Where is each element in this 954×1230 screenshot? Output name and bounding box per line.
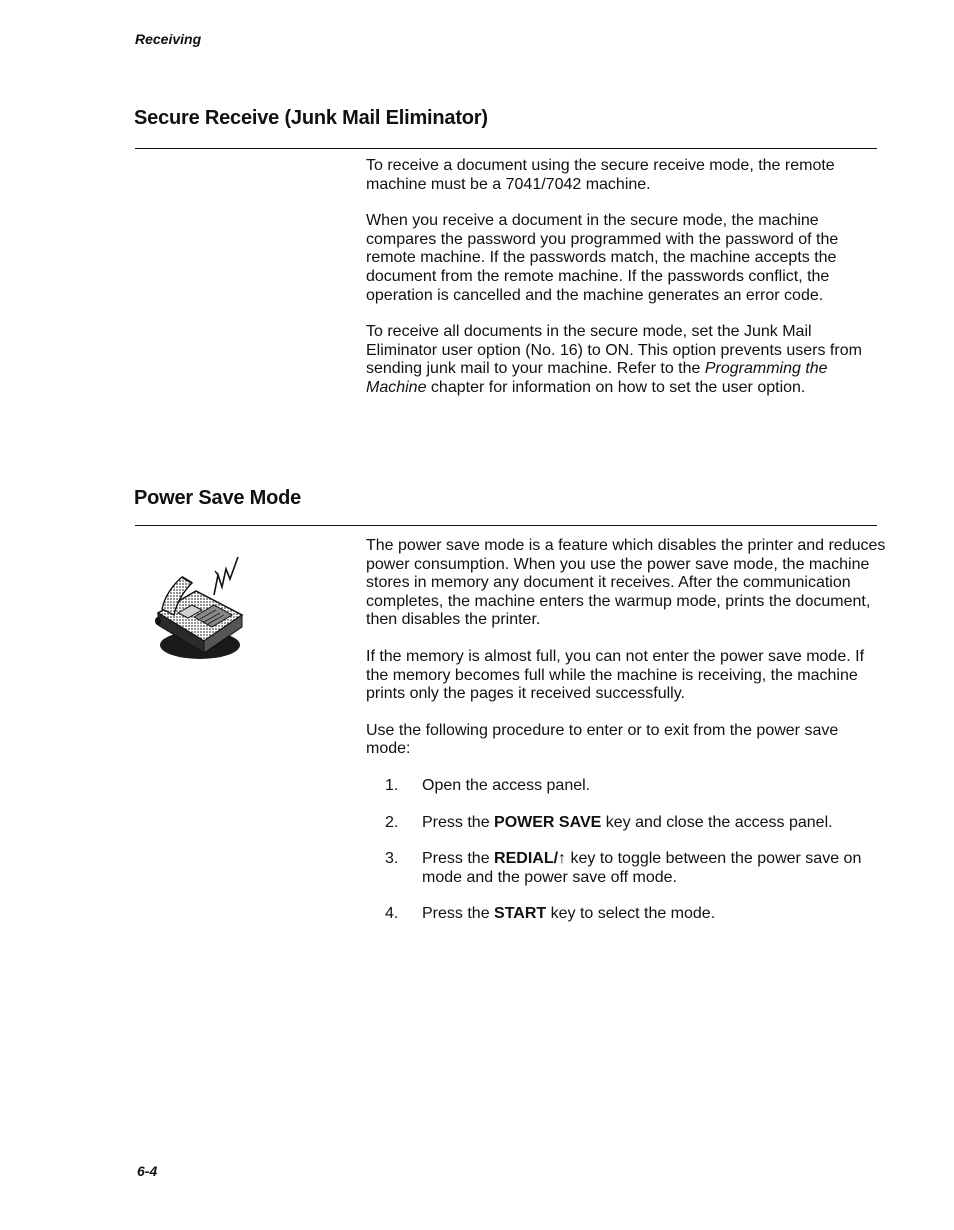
step-number: 4. (385, 905, 399, 923)
secure-receive-body (366, 157, 886, 416)
key-name: REDIAL/↑ (494, 850, 567, 868)
paragraph (366, 323, 886, 397)
paragraph-text: chapter for information on how to set the user option. (426, 378, 806, 396)
step-text: key and close the access panel. (601, 813, 833, 831)
step-text: Press the (422, 850, 495, 868)
section-rule (135, 525, 877, 526)
running-head: Receiving (135, 31, 202, 47)
section-heading-power-save: Power Save Mode (134, 487, 302, 509)
paragraph: When you receive a document in the secure mode, the machine compares the password you programmed with the password of the remote machine. If the passwords match, the machine accepts the document from the remote machine. If the passwords conflict, the operation is cancelled and the machine generates an error code. (366, 212, 839, 304)
chapter-reference: Programming the Machine (366, 360, 828, 396)
step-number: 1. (385, 776, 399, 794)
step-text: key to select the mode. (546, 905, 716, 923)
section-heading-secure-receive: Secure Receive (Junk Mail Eliminator) (134, 107, 488, 129)
page-number: 6-4 (137, 1163, 158, 1179)
procedure-step (366, 777, 886, 796)
step-text: Open the access panel. (422, 776, 591, 794)
step-number: 2. (385, 813, 399, 831)
procedure-step (366, 814, 886, 833)
paragraph: To receive a document using the secure receive mode, the remote machine must be a 7041/7042 machine. (366, 157, 835, 193)
procedure-steps (366, 777, 886, 924)
paragraph: The power save mode is a feature which disables the printer and reduces power consumption. When you use the power save mode, the machine stores in memory any document it receives. After the communication completes, the machine enters the warmup mode, prints the document, then disables the printer. (366, 537, 886, 629)
key-name: START (494, 905, 547, 923)
paragraph-text: To receive all documents in the secure mode, set the Junk Mail Eliminator user option (No. 16) to ON. This option prevents users from sending junk mail to your machine. Refer to the (366, 323, 862, 378)
step-text: Press the (422, 905, 495, 923)
procedure-step (366, 850, 886, 887)
paragraph: If the memory is almost full, you can not enter the power save mode. If the memory becomes full while the machine is receiving, the machine prints only the pages it received successfully. (366, 647, 865, 703)
step-text: key to toggle between the power save on mode and the power save off mode. (422, 850, 862, 886)
paragraph: Use the following procedure to enter or to exit from the power save mode: (366, 721, 839, 758)
key-name: POWER SAVE (494, 813, 602, 831)
step-text: Press the (422, 813, 495, 831)
procedure-step (366, 905, 886, 924)
section-rule (135, 148, 877, 149)
power-save-body (366, 537, 886, 942)
step-number: 3. (385, 850, 399, 868)
fax-machine-icon (152, 553, 262, 663)
